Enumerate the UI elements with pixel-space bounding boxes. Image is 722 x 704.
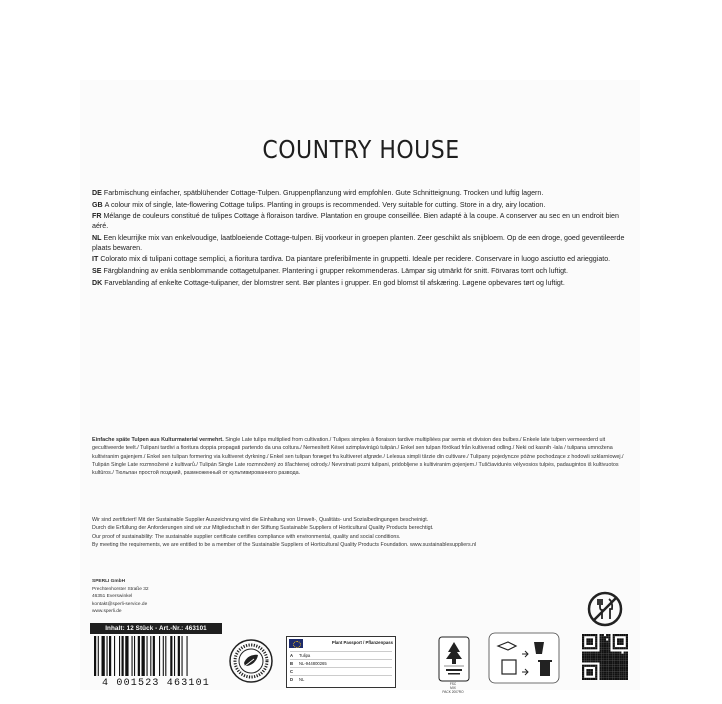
product-title: COUNTRY HOUSE [262, 136, 460, 165]
passport-row: D NL [290, 675, 392, 683]
cultivation-note: Einfache späte Tulpen aus Kulturmaterial vermehrt. Single Late tulips multiplied from cultivation./ Tulipes simples à floraison tardive multipliées par semis et division des bulbes./ Enkele late tulpen vermeerderd uit gecultiveerde teelt./ Tulipani tardivi a fioritura doppia propagati partendo da una coltura./ Nemesített Kései szimplavirágú tulipán./ Enkel sen tulpan förökad från kultiverad odling./ Neki od kasnih -lala / tulipana umnožena kultiviranim gajenjem./ Enkel sen tulipan formering via kultiveret dyrkning./ Enkel sen tulipan foræget fra kultiveret afgrøde./ Lelesua simpli târzie din cultivare./ Tulipany pojedyncze późne pochodzące z hodowli szklarniowej./ Tulipán Single Late rozmnožené z kultivarů./ Tulipán Single Late rozmnožený zo šľachtenej odrody./ Nevrstnati pozni tulipani, pridobljene s kultiviranim gojenjem./ Tuščiavidurės vėlyvosios tulpės, padaugintos iš kultivuotos kultūros./ Тюльпан простой поздний, размноженный от культивированного развода. [92, 437, 624, 477]
certification-text: Wir sind zertifiziert! Mit der Sustainable Supplier Auszeichnung wird die Einhaltung von Umwelt-, Qualitäts- und Sozialbedingungen bescheinigt. Durch die Erfüllung der Anforderungen sind wir zur Mitgliedschaft in der Stiftung Sustainable Suppliers of Horticultural Quality Products berechtigt. Our proof of sustainability: The sustainable supplier certificate certifies compliance with environmental, quality and social conditions. By meeting the requirements, we are entitled to be a member of the Sustainable Suppliers of Horticultural Quality Products Foundation. www.sustainablesuppliers.nl [92, 517, 477, 549]
passport-row: B NL-944800265 [290, 659, 392, 667]
description-de: DE Farbmischung einfacher, spätblühender Cottage-Tulpen. Gruppenpflanzung wird empfohlen. Gute Schnitteignung. Trocken und luftig lagern. [92, 189, 544, 197]
barcode-number: 4 001523 463101 [101, 678, 210, 689]
description-dk: DK Farveblanding af enkelte Cottage-tulipaner, der blomstrer sent. Bør plantes i grupper. En god blomst til afskæring. Løgene opbevares tørt og luftigt. [92, 278, 565, 287]
description-fr: FR Mélange de couleurs constitué de tulipes Cottage à floraison tardive. Plantation en groupe conseillée. Bien adapté à la coupe. A conserver au sec en un endroit bien aéré. [92, 212, 619, 231]
not-edible-icon [586, 590, 624, 628]
eu-flag-icon [289, 639, 303, 648]
passport-row: A Tulipa [290, 651, 392, 659]
plant-passport: Plant Passport / Pflanzenpass A Tulipa B NL-944800265 C D NL [286, 636, 396, 688]
passport-row: C [290, 667, 392, 675]
recycling-instructions-icon [488, 632, 560, 684]
sustainable-supplier-seal-icon [228, 638, 274, 684]
description-se: SE Färgblandning av enkla senblommande cottagetulpaner. Plantering i grupper rekommenderas. Lämpar sig utmärkt för snitt. Förvaras torrt och luftigt. [92, 266, 568, 275]
multilingual-description [92, 188, 628, 289]
fsc-logo-icon [438, 636, 470, 682]
barcode-icon [90, 636, 222, 678]
fsc-caption: FSC MIX PACK 2007RO [442, 682, 464, 694]
company-address: SPERLI GmbH Prechtenhorster Straße 32 46351 Everswinkel kontakt@sperli-service.de www.sperli.de [92, 579, 149, 615]
description-it: IT Colorato mix di tulipani cottage semplici, a fioritura tardiva. Da piantare preferibilmente in gruppetti. Ideale per recidere. Conservare in luogo asciutto ed arieggiato. [92, 255, 611, 264]
qr-code-icon [582, 634, 628, 680]
description-nl: NL Een kleurrijke mix van enkelvoudige, laatbloeiende Cottage-tulpen. Bij voorkeur in groepen planten. Zeer geschikt als snijbloem. Op de een droge, goed geventileerde plaats bewaren. [92, 233, 625, 252]
description-gb: GB A colour mix of single, late-flowering Cottage tulips. Planting in groups is recommended. Very suitable for cutting. Store in a dry, airy location. [92, 200, 546, 209]
content-article-label: Inhalt: 12 Stück - Art.-Nr.: 463101 [90, 623, 222, 634]
